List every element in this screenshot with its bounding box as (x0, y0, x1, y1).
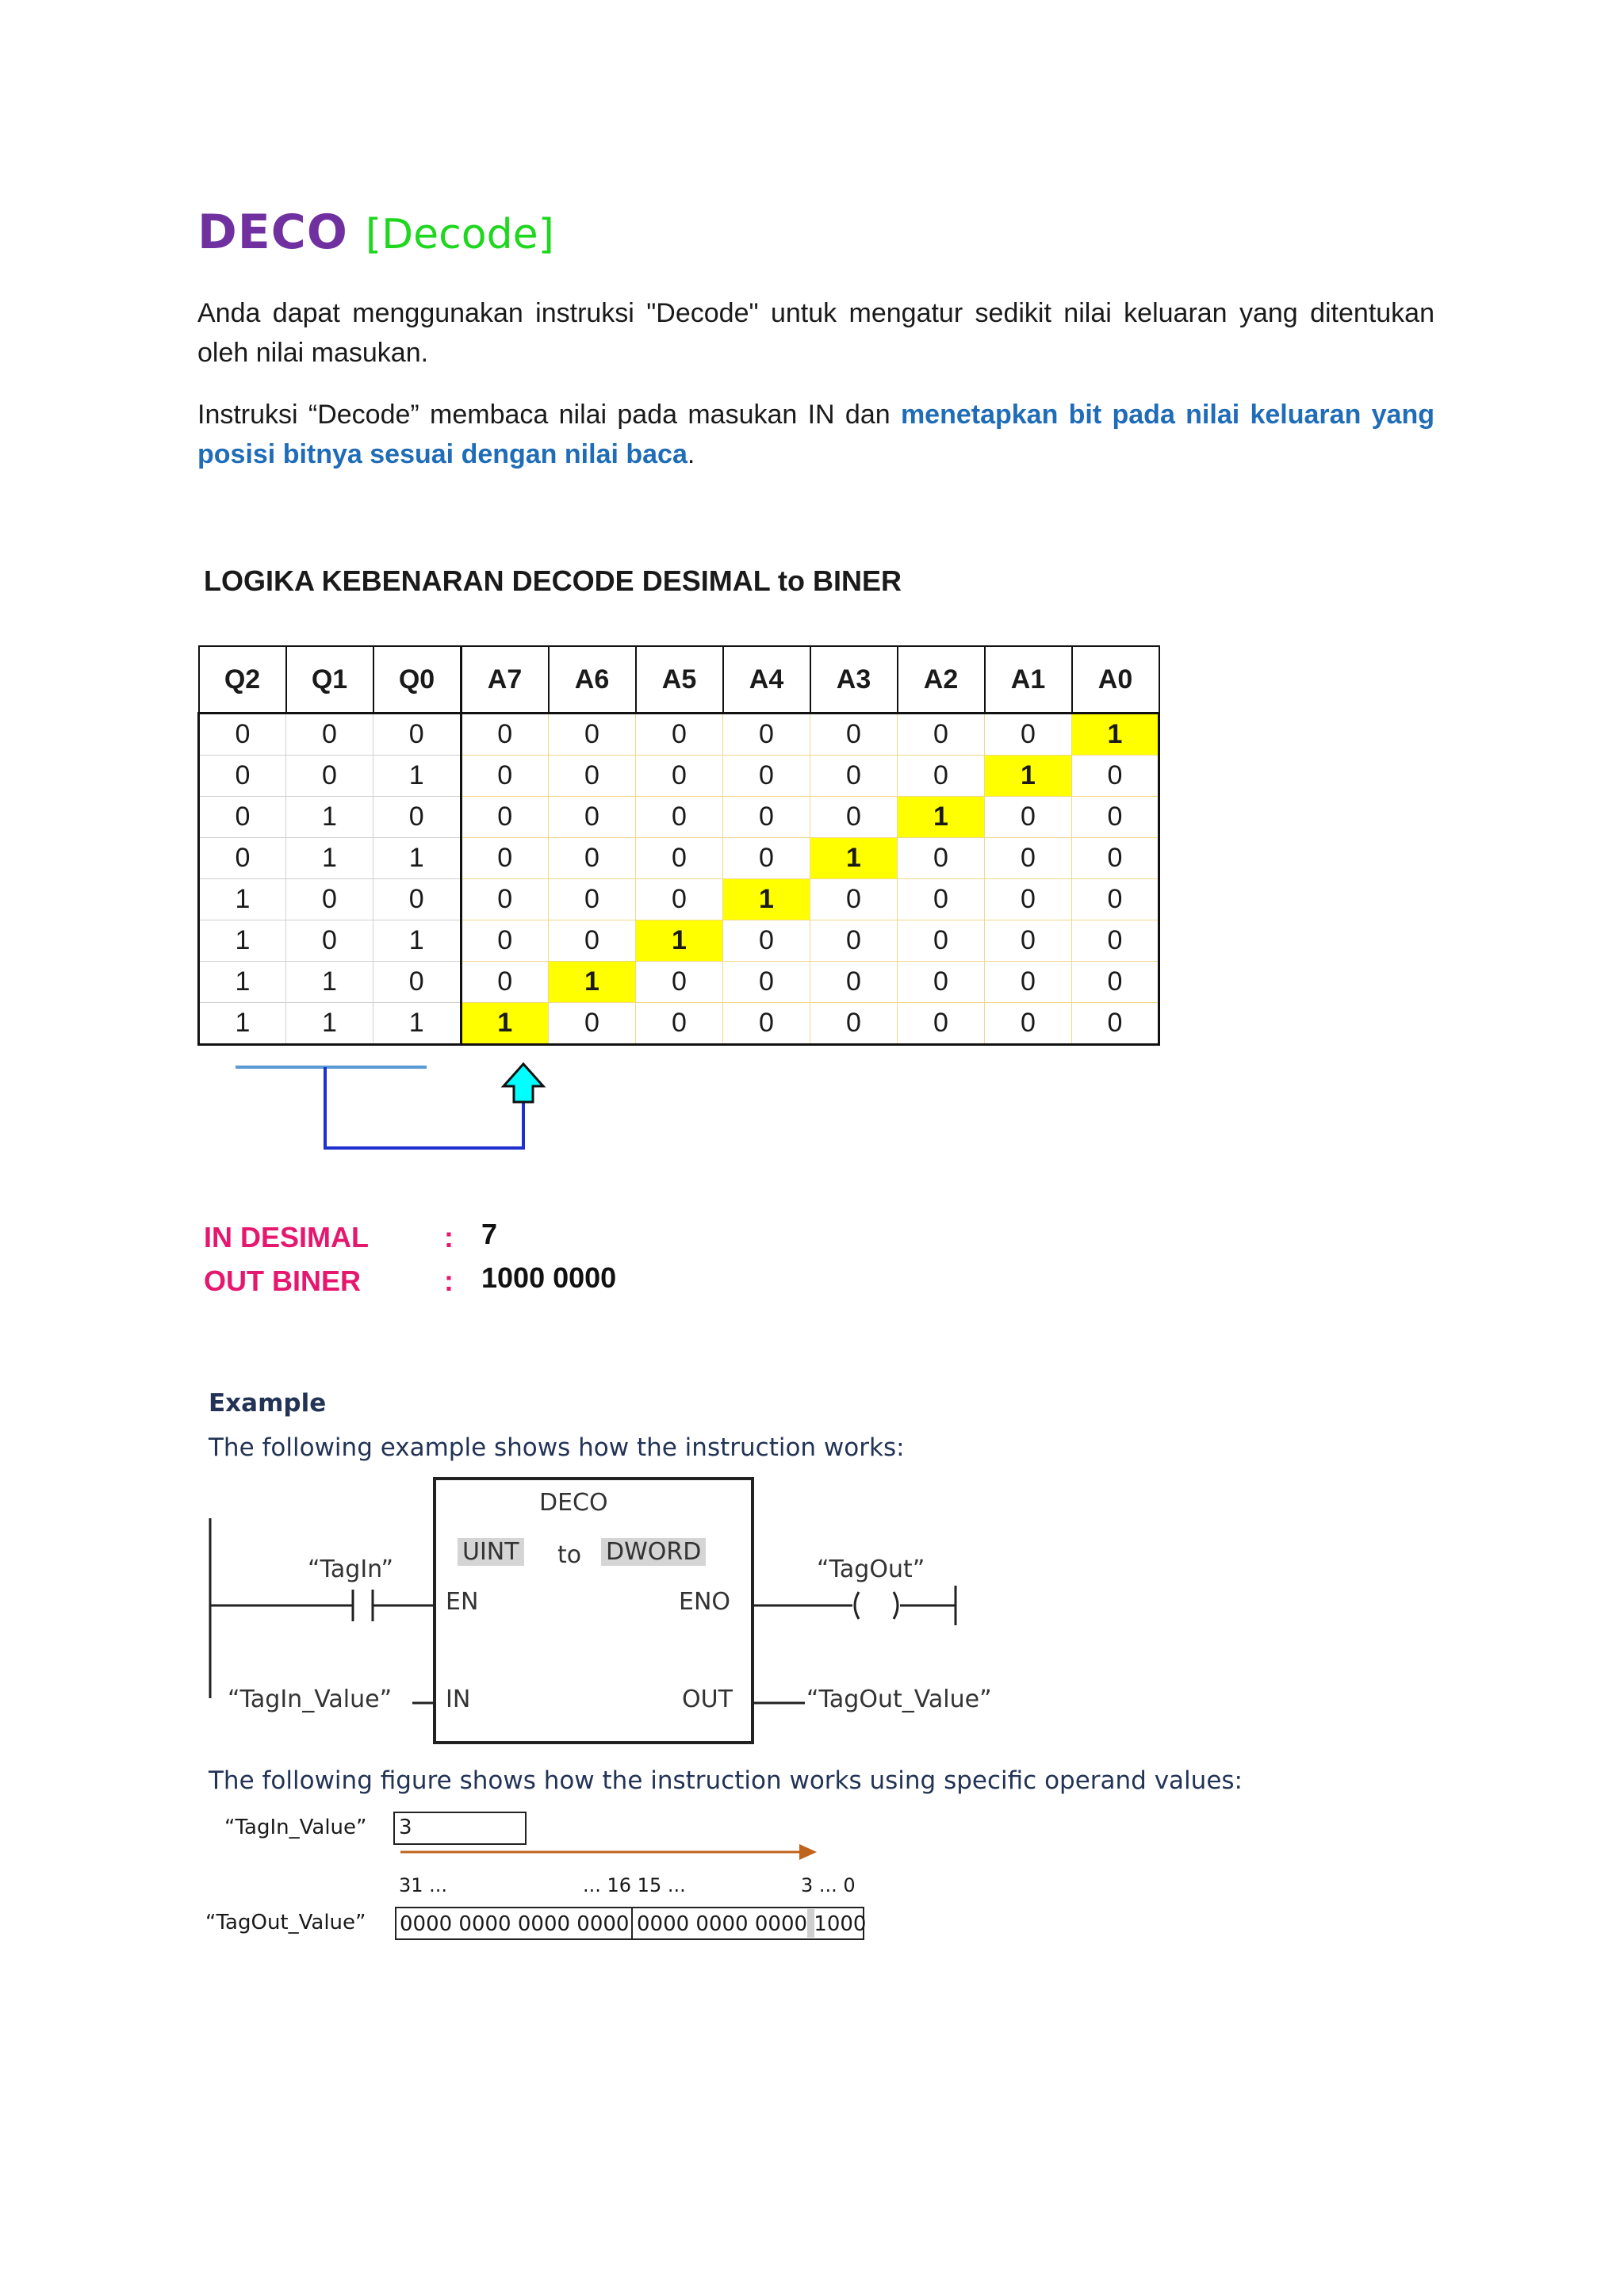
table-cell: 0 (985, 879, 1072, 920)
table-cell: 1 (1072, 714, 1159, 756)
example-title: Example (209, 1389, 327, 1418)
table-cell: 0 (810, 797, 898, 838)
tag-out-value-label: “TagOut_Value” (806, 1686, 992, 1713)
table-cell: 1 (199, 879, 286, 920)
column-header: A4 (723, 646, 810, 714)
bit-label-left: 31 ... (399, 1874, 448, 1896)
table-cell: 0 (286, 920, 373, 962)
table-cell: 1 (286, 1003, 373, 1045)
table-cell: 0 (1072, 920, 1159, 962)
paragraph-end: . (687, 439, 695, 469)
table-cell: 0 (636, 838, 723, 879)
table-cell: 0 (723, 797, 810, 838)
table-cell: 0 (373, 797, 462, 838)
table-cell: 0 (199, 756, 286, 797)
table-cell: 0 (1072, 838, 1159, 879)
table-cell: 0 (199, 797, 286, 838)
column-header: A0 (1072, 646, 1159, 714)
tag-in-value-label: “TagIn_Value” (228, 1686, 393, 1713)
column-header: A6 (549, 646, 636, 714)
example-description: The following example shows how the instruction works: (209, 1433, 905, 1462)
out-biner-value: 1000 0000 (481, 1261, 617, 1294)
table-cell: 1 (461, 1003, 549, 1045)
table-cell: 0 (810, 879, 898, 920)
title-subtitle: [Decode] (365, 211, 554, 258)
table-cell: 0 (461, 920, 549, 962)
table-cell: 1 (373, 838, 462, 879)
en-pin: EN (446, 1588, 479, 1616)
table-cell: 0 (1072, 756, 1159, 797)
value-in: 3 (399, 1816, 412, 1839)
value-out-high: 0000 0000 0000 0000 (400, 1912, 630, 1936)
table-cell: 1 (373, 920, 462, 962)
type-out-label: DWORD (601, 1538, 706, 1566)
type-out (601, 1538, 706, 1566)
table-cell: 0 (199, 838, 286, 879)
table-cell: 1 (286, 797, 373, 838)
table-cell: 0 (723, 1003, 810, 1045)
table-cell: 0 (985, 838, 1072, 879)
table-cell: 0 (1072, 879, 1159, 920)
table-cell: 0 (549, 879, 636, 920)
table-cell: 0 (810, 1003, 898, 1045)
table-cell: 1 (810, 838, 898, 879)
table-cell: 0 (636, 962, 723, 1003)
table-cell: 0 (199, 714, 286, 756)
bit-label-right: 3 ... 0 (801, 1874, 856, 1896)
table-cell: 1 (636, 920, 723, 962)
table-cell: 0 (549, 797, 636, 838)
table-cell: 0 (985, 714, 1072, 756)
table-cell: 0 (898, 962, 985, 1003)
column-header: A7 (461, 646, 549, 714)
bit-label-mid: ... 16 15 ... (583, 1874, 686, 1896)
table-cell: 0 (723, 756, 810, 797)
coil-icon (855, 1592, 859, 1619)
column-header: A5 (636, 646, 723, 714)
in-pin: IN (446, 1686, 471, 1713)
table-cell: 0 (1072, 1003, 1159, 1045)
table-cell: 0 (985, 1003, 1072, 1045)
table-title: LOGIKA KEBENARAN DECODE DESIMAL to BINER (204, 564, 902, 597)
table-cell: 1 (199, 1003, 286, 1045)
table-cell: 0 (1072, 962, 1159, 1003)
table-cell: 0 (549, 756, 636, 797)
table-cell: 0 (461, 838, 549, 879)
paragraph-detail-text: Instruksi “Decode” membaca nilai pada masukan IN dan (197, 400, 901, 430)
table-cell: 0 (461, 714, 549, 756)
table-cell: 0 (461, 879, 549, 920)
table-cell: 0 (373, 714, 462, 756)
value-label-in: “TagIn_Value” (224, 1816, 367, 1839)
table-cell: 1 (898, 797, 985, 838)
tag-in-label: “TagIn” (308, 1556, 394, 1583)
table-cell: 0 (985, 797, 1072, 838)
table-cell: 0 (723, 920, 810, 962)
table-cell: 0 (461, 962, 549, 1003)
tagin-value-box (394, 1812, 526, 1844)
table-cell: 0 (636, 756, 723, 797)
table-cell: 1 (373, 756, 462, 797)
column-header: A2 (898, 646, 985, 714)
paragraph-intro: Anda dapat menggunakan instruksi "Decode" untuk mengatur sedikit nilai keluaran yang ditentukan oleh nilai masukan. (197, 298, 1434, 368)
table-cell: 0 (898, 1003, 985, 1045)
table-cell: 0 (810, 756, 898, 797)
table-cell: 0 (461, 797, 549, 838)
table-cell: 0 (286, 756, 373, 797)
value-label-out: “TagOut_Value” (205, 1911, 366, 1934)
table-cell: 0 (898, 714, 985, 756)
in-colon: : (444, 1221, 454, 1253)
table-cell: 0 (985, 962, 1072, 1003)
table-cell: 0 (373, 962, 462, 1003)
table-cell: 0 (810, 962, 898, 1003)
table-cell: 0 (985, 920, 1072, 962)
table-cell: 0 (549, 838, 636, 879)
column-header: A3 (810, 646, 898, 714)
table-cell: 0 (286, 879, 373, 920)
table-cell: 0 (898, 838, 985, 879)
table-cell: 0 (723, 838, 810, 879)
in-desimal-value: 7 (481, 1218, 498, 1250)
table-cell: 1 (286, 838, 373, 879)
table-cell: 0 (810, 714, 898, 756)
table-cell: 0 (549, 1003, 636, 1045)
type-to: to (557, 1541, 582, 1569)
table-cell: 0 (898, 879, 985, 920)
table-cell: 0 (723, 962, 810, 1003)
out-pin: OUT (682, 1686, 733, 1713)
table-cell: 0 (373, 879, 462, 920)
title-main: DECO (197, 205, 348, 260)
table-cell: 0 (1072, 797, 1159, 838)
tag-out-label: “TagOut” (817, 1556, 925, 1583)
table-cell: 0 (549, 920, 636, 962)
table-cell: 1 (985, 756, 1072, 797)
table-cell: 0 (636, 1003, 723, 1045)
table-cell: 1 (723, 879, 810, 920)
table-cell: 0 (898, 756, 985, 797)
table-cell: 0 (723, 714, 810, 756)
table-cell: 0 (898, 920, 985, 962)
type-in (458, 1538, 524, 1566)
table-cell: 1 (373, 1003, 462, 1045)
table-cell: 1 (199, 920, 286, 962)
column-header: A1 (985, 646, 1072, 714)
table-cell: 0 (461, 756, 549, 797)
table-cell: 1 (286, 962, 373, 1003)
column-header: Q0 (373, 646, 462, 714)
table-cell: 0 (810, 920, 898, 962)
out-biner-label: OUT BINER (204, 1265, 361, 1297)
column-header: Q1 (286, 646, 373, 714)
example-operand-description: The following figure shows how the instruction works using specific operand values: (209, 1766, 1243, 1795)
table-cell: 0 (636, 797, 723, 838)
type-in-label: UINT (458, 1538, 524, 1566)
eno-pin: ENO (679, 1588, 731, 1616)
table-cell: 0 (286, 714, 373, 756)
column-header: Q2 (199, 646, 286, 714)
table-cell: 0 (636, 879, 723, 920)
table-cell: 1 (549, 962, 636, 1003)
value-out-low: 0000 0000 0000 1000 (637, 1912, 867, 1936)
table-cell: 0 (549, 714, 636, 756)
table-cell: 1 (199, 962, 286, 1003)
out-colon: : (444, 1265, 454, 1297)
paragraph-highlight: menetapkan bit pada nilai keluaran yang posisi bitnya sesuai dengan nilai baca (197, 400, 1434, 469)
deco-box-title: DECO (539, 1489, 608, 1517)
table-cell: 0 (636, 714, 723, 756)
in-desimal-label: IN DESIMAL (204, 1221, 370, 1253)
